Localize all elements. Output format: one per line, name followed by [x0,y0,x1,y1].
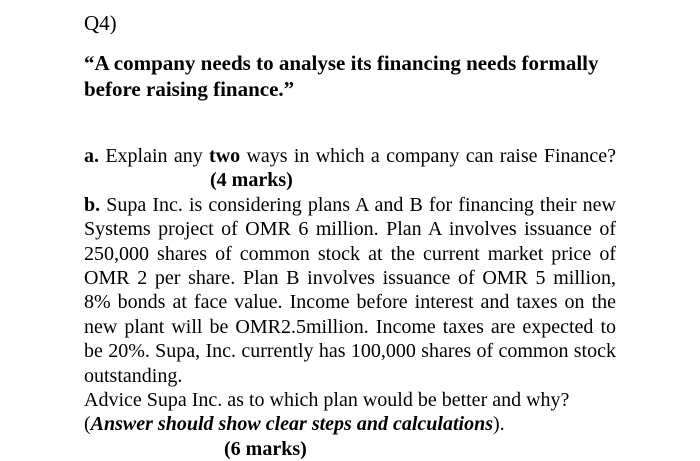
part-b-note [84,412,616,436]
part-b-label: b. [84,193,101,216]
part-b-marks: (6 marks) [224,437,307,460]
part-b-note-text: Answer should show clear steps and calculations [90,413,493,436]
part-a [84,144,616,193]
part-a-marks: (4 marks) [210,169,293,192]
question-number: Q4) [84,11,117,35]
question-quote: “A company needs to analyse its financing needs formally before raising finance.” [84,51,599,101]
part-a-label: a. [84,145,99,167]
part-a-text-after: ways in which a company can raise Finance? [246,145,617,167]
part-b-text: Supa Inc. is considering plans A and B for financing their new Systems project of OMR 6 million. Plan A involves issuance of 250,000 shares of common stock at the current market price of OMR 2 per share. Plan B involves issuance of OMR 5 million, 8% bonds at face value. Income before interest and taxes on the new plant will be OMR2.5million. Income taxes are expected to be 20%. Supa, Inc. currently has 100,000 shares of common stock outstanding. [84,193,616,387]
part-b-note-open: ( [84,413,91,436]
part-a-text-before: Explain any [105,145,203,167]
part-b-advice: Advice Supa Inc. as to which plan would be better and why? [84,389,570,412]
question-body [84,144,616,461]
question-document [84,10,616,461]
part-b-note-close: ). [492,413,505,436]
part-a-emphasis: two [209,145,241,167]
part-b [84,193,616,388]
